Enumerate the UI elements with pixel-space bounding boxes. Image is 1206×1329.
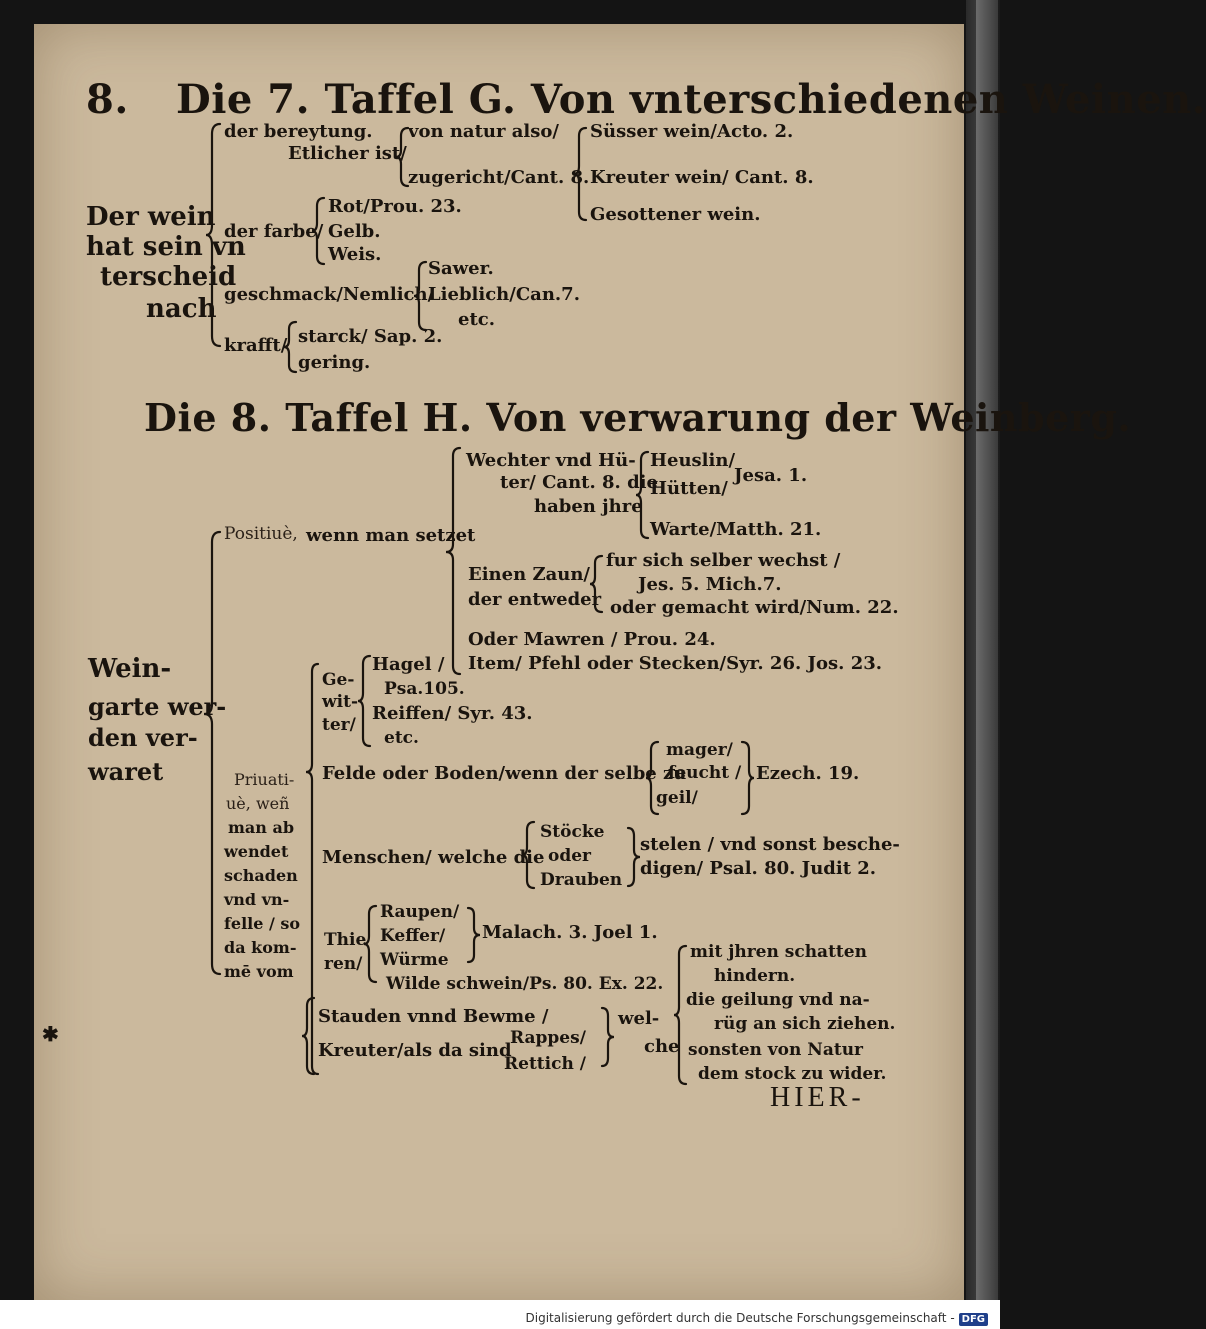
page-number: 8. xyxy=(86,76,129,123)
t8-geilung-line2: rüg an sich ziehen. xyxy=(714,1014,896,1034)
t8-ezech-brace xyxy=(740,740,754,816)
book-page xyxy=(34,24,1206,1300)
t8-root-line3: den ver- xyxy=(88,723,198,752)
t7-main-brace xyxy=(206,120,226,350)
dfg-credit xyxy=(526,1311,989,1326)
t8-wechter-line2: ter/ Cant. 8. die xyxy=(500,472,658,493)
t8-wenn-man-setzet: wenn man setzet xyxy=(306,525,476,546)
t7-root-line3: terscheid xyxy=(100,262,237,292)
t8-priuatie-line6: vnd vn- xyxy=(224,890,290,909)
margin-mark: ✱ xyxy=(42,1022,59,1046)
t7-gesottener: Gesottener wein. xyxy=(590,204,761,225)
t8-jes5: Jes. 5. Mich.7. xyxy=(638,574,782,595)
t7-weis: Weis. xyxy=(328,244,382,265)
t8-priuatie-line2: uè, weñ xyxy=(226,794,290,813)
t8-root-line1: Wein- xyxy=(88,654,172,684)
t7-von-natur: von natur also/ xyxy=(408,121,559,142)
t8-wechter-line1: Wechter vnd Hü- xyxy=(466,450,636,471)
t8-stelen: stelen / vnd sonst besche- xyxy=(640,834,900,855)
t8-oder: oder xyxy=(548,846,591,866)
t8-jesa: Jesa. 1. xyxy=(734,465,808,486)
t8-menschen: Menschen/ welche die xyxy=(322,847,545,868)
t8-stauden: Stauden vnnd Bewme / xyxy=(318,1006,549,1027)
t8-che: che xyxy=(644,1036,680,1057)
t8-main-brace xyxy=(204,528,226,978)
t8-mager: mager/ xyxy=(666,740,733,760)
t7-kreuter: Kreuter wein/ Cant. 8. xyxy=(590,167,814,188)
t8-priuatie-line5: schaden xyxy=(224,866,298,885)
t7-sawer: Sawer. xyxy=(428,258,494,279)
t8-priuatie-line9: mē vom xyxy=(224,962,294,981)
t7-wein-brace xyxy=(574,126,588,222)
t8-psa105: Psa.105. xyxy=(384,679,465,699)
t8-priuatie-line3: man ab xyxy=(228,818,295,837)
t8-rettich: Rettich / xyxy=(504,1054,586,1074)
t8-pfehl: Item/ Pfehl oder Stecken/Syr. 26. Jos. 23. xyxy=(468,653,883,674)
t7-lieblich: Lieblich/Can.7. xyxy=(428,284,580,305)
t8-rappes: Rappes/ xyxy=(510,1028,586,1048)
t8-sonsten-line2: dem stock zu wider. xyxy=(698,1064,887,1084)
t7-root-line1: Der wein xyxy=(86,202,216,232)
t8-gewitter-brace xyxy=(358,654,372,748)
t8-root-line4: waret xyxy=(88,757,164,786)
t8-positiue: Positiuè, xyxy=(224,524,298,544)
t8-gewitter-line3: ter/ xyxy=(322,715,356,735)
t8-sonsten-line1: sonsten von Natur xyxy=(688,1040,864,1060)
t8-zaun-line2: der entweder xyxy=(468,589,602,610)
t8-priuatie-line7: felle / so xyxy=(224,914,301,933)
t8-kreuter-als: Kreuter/als da sind xyxy=(318,1040,512,1061)
t8-keffer: Keffer/ xyxy=(380,926,446,946)
t8-thieren-brace xyxy=(364,904,378,984)
t8-menschen-brace xyxy=(522,820,536,890)
t8-raupen: Raupen/ xyxy=(380,902,460,922)
t7-krafft: krafft/ xyxy=(224,335,288,356)
t8-drauben: Drauben xyxy=(540,870,623,890)
credit-text: Digitalisierung gefördert durch die Deutsche Forschungsgemeinschaft - xyxy=(525,1311,955,1325)
t8-etc: etc. xyxy=(384,728,419,748)
t8-schatten-brace xyxy=(674,944,688,1086)
t8-root-line2: garte wer- xyxy=(88,692,227,721)
t7-bereytung: der bereytung. xyxy=(224,121,373,142)
t7-starck: starck/ Sap. 2. xyxy=(298,326,443,347)
t7-etc: etc. xyxy=(458,309,495,330)
table8-title: Die 8. Taffel H. Von verwarung der Weinberg. xyxy=(144,395,1132,440)
t8-stauden-brace xyxy=(302,996,316,1076)
t8-wechter-line3: haben jhre xyxy=(534,496,643,517)
dfg-logo: DFG xyxy=(959,1313,988,1326)
t8-thieren-line2: ren/ xyxy=(324,954,363,974)
t8-ezech: Ezech. 19. xyxy=(756,763,860,784)
t8-hagel: Hagel / xyxy=(372,654,445,675)
t8-huetten: Hütten/ xyxy=(650,478,728,499)
t7-geschmack-brace xyxy=(414,260,428,332)
t8-gemacht: oder gemacht wird/Num. 22. xyxy=(610,597,899,618)
t7-etlicher: Etlicher ist/ xyxy=(288,143,407,164)
t8-felde: Felde oder Boden/wenn der selbe zu xyxy=(322,763,687,784)
t8-malach-brace xyxy=(466,906,480,964)
page-edge xyxy=(976,0,998,1300)
t8-thieren-line1: Thie xyxy=(324,930,367,950)
t8-setzet-brace xyxy=(446,444,464,678)
book-spine xyxy=(966,0,1000,1310)
t8-schatten-line2: hindern. xyxy=(714,966,796,986)
t8-priuatie-line4: wendet xyxy=(224,842,289,861)
t8-malach: Malach. 3. Joel 1. xyxy=(482,922,658,943)
t8-geilung-line1: die geilung vnd na- xyxy=(686,990,870,1010)
t8-wuerme: Würme xyxy=(380,950,449,970)
t7-root-line4: nach xyxy=(146,294,217,324)
t8-stelen-brace xyxy=(626,826,640,888)
t8-priuatie-line8: da kom- xyxy=(224,938,297,957)
t8-stoecke: Stöcke xyxy=(540,822,605,842)
t7-gering: gering. xyxy=(298,352,371,373)
t8-wel: wel- xyxy=(618,1008,660,1029)
t8-feucht: feucht / xyxy=(668,763,742,783)
t8-heuslin-brace xyxy=(636,450,650,540)
table7-title: Die 7. Taffel G. Von vnterschiedenen Weinen. xyxy=(176,76,1206,123)
t7-zugericht: zugericht/Cant. 8. xyxy=(408,167,590,188)
t8-warte: Warte/Matth. 21. xyxy=(650,519,822,540)
t8-zaun-brace xyxy=(590,554,604,614)
t8-mawren: Oder Mawren / Prou. 24. xyxy=(468,629,716,650)
t8-wel-brace xyxy=(600,1006,614,1068)
t8-schatten-line1: mit jhren schatten xyxy=(690,942,867,962)
catchword: HIER- xyxy=(770,1082,865,1113)
t7-farbe-brace xyxy=(312,196,326,266)
t7-suesser: Süsser wein/Acto. 2. xyxy=(590,121,794,142)
t8-zaun-line1: Einen Zaun/ xyxy=(468,564,591,585)
t8-wilde: Wilde schwein/Ps. 80. Ex. 22. xyxy=(386,974,664,994)
t7-rot: Rot/Prou. 23. xyxy=(328,196,462,217)
t8-digen: digen/ Psal. 80. Judit 2. xyxy=(640,858,877,879)
t8-priuatie-line1: Priuati- xyxy=(234,770,295,789)
t7-farbe: der farbe/ xyxy=(224,221,324,242)
t7-gelb: Gelb. xyxy=(328,221,381,242)
t8-geil: geil/ xyxy=(656,788,698,808)
t8-gewitter-line1: Ge- xyxy=(322,670,355,690)
t8-reiffen: Reiffen/ Syr. 43. xyxy=(372,703,533,724)
t8-gewitter-line2: wit- xyxy=(322,692,359,712)
t7-geschmack: geschmack/Nemlich/ xyxy=(224,284,435,305)
t7-krafft-brace xyxy=(284,320,298,374)
t8-heuslin: Heuslin/ xyxy=(650,450,736,471)
t8-fur-sich: fur sich selber wechst / xyxy=(606,550,841,571)
t7-root-line2: hat sein vn xyxy=(86,232,246,262)
